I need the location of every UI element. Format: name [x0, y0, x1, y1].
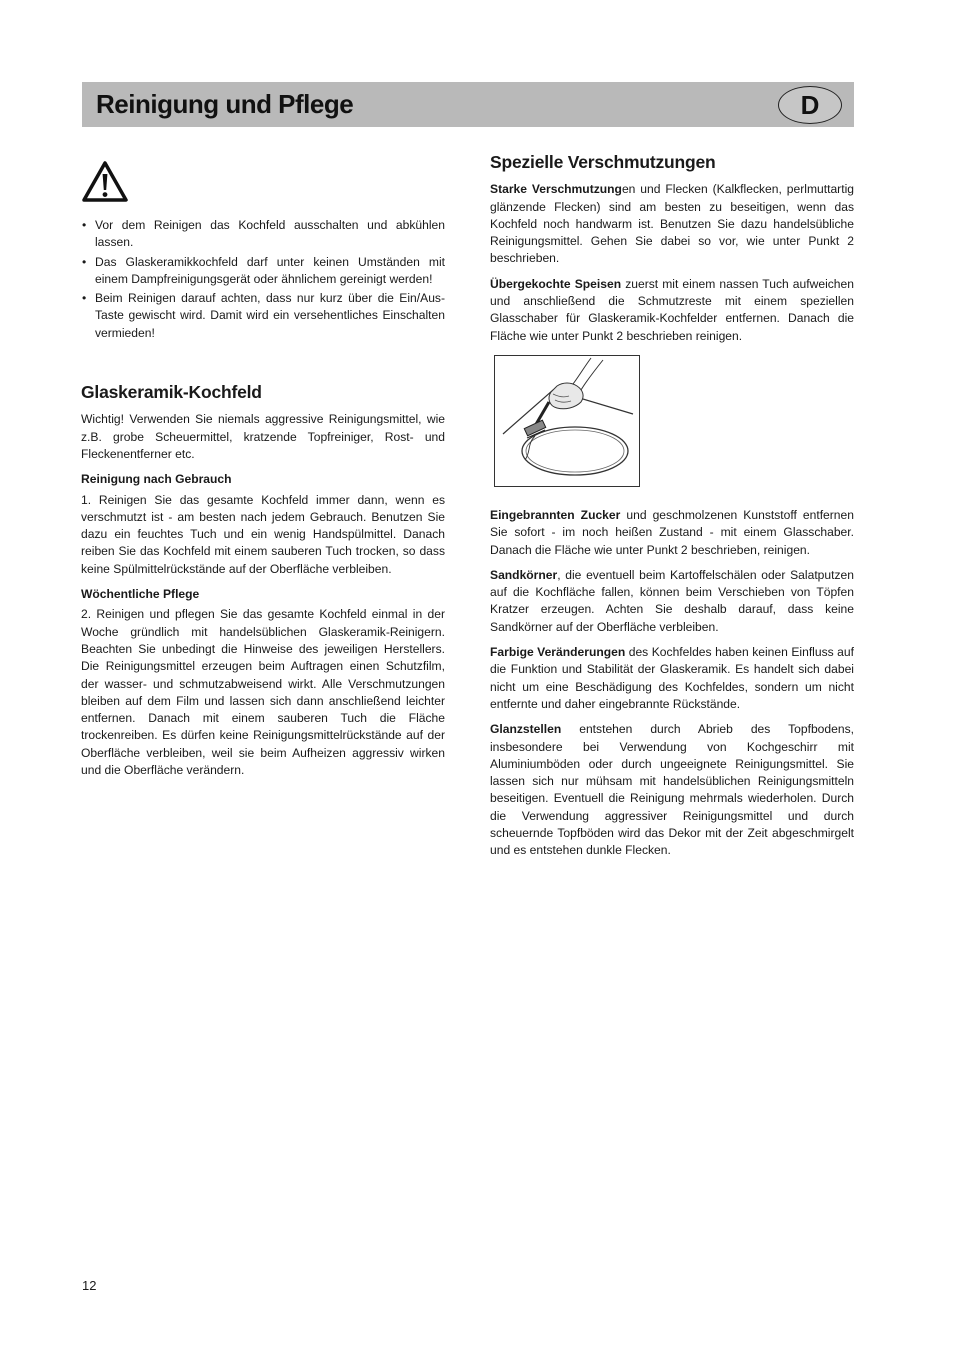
text-sand: , die eventuell beim Kartoffelschälen oder Salatputzen auf die Kochfläche fallen, können beim Verschieben von Töpfen Kratzer erzeugen. Achten Sie deshalb darauf, dass keine Sandkörner auf der Oberfläche verbleiben. — [490, 567, 854, 634]
warning-item: • Das Glaskeramikkochfeld darf unter keinen Umständen mit einem Dampfreinigungsgerät oder ähnlichem gereinigt werden! — [81, 254, 445, 289]
right-column — [490, 154, 854, 868]
paragraph-sand — [490, 567, 854, 636]
header-bar — [82, 82, 854, 127]
text-boiled-over: zuerst mit einem nassen Tuch aufweichen und anschließend die Schmutzreste mit einem speziellen Glasschaber für Glaskeramik-Kochfelder entfernen. Danach die Fläche wie unter Punkt 2 beschrieben reinigen. — [490, 276, 854, 343]
page-title: Reinigung und Pflege — [96, 89, 354, 119]
paragraph-boiled-over — [490, 276, 854, 345]
warning-list — [81, 217, 445, 342]
warning-item: • Vor dem Reinigen das Kochfeld ausschalten und abkühlen lassen. — [81, 217, 445, 252]
paragraph-shiny-spots — [490, 721, 854, 859]
left-column — [81, 160, 445, 787]
term-burnt-sugar: Eingebrannten Zucker — [490, 507, 621, 522]
warning-item: • Beim Reinigen darauf achten, dass nur kurz über die Ein/Aus-Taste gewischt wird. Damit wird ein versehentliches Einschalten vermieden! — [81, 290, 445, 342]
text-color-changes: des Kochfeldes haben keinen Einfluss auf die Funktion und Stabilität der Glaskeramik. Es handelt sich dabei nicht um eine Beschädigung des Kochfeldes, sondern um nicht entfernte und daher eingebrannte Rückstände. — [490, 645, 854, 711]
text-shiny-spots: entstehen durch Abrieb des Topfbodens, insbesondere bei Verwendung von Kochgeschirr mit Aluminiumböden oder durch ungeeignete Reinigungsmittel. Sie lassen sich nur mühsam mit handelsüblichen Reinigungsmitteln beseitigen. Eventuell die Reinigung mehrmals wiederholen. Durch die Verwendung aggressiver Reinigungsmittel und durch scheuernde Topfböden wird das Dekor mit der Zeit abgeschmirgelt und es entstehen dunkle Flecken. — [490, 722, 854, 858]
term-sand: Sandkörner — [490, 567, 558, 582]
text-heavy-dirt: en und Flecken (Kalkflecken, perlmuttartig glänzende Flecken) sind am besten zu beseitigen, wenn das Kochfeld noch handwarm ist. Benutzen Sie dazu handelsübliche Reinigungsmittel. Gehen Sie dabei so vor, wie unter Punkt 2 beschrieben. — [490, 182, 854, 266]
subheading-after-use: Reinigung nach Gebrauch — [81, 472, 232, 487]
section-title-glaskeramik: Glaskeramik-Kochfeld — [81, 382, 262, 403]
paragraph-burnt-sugar — [490, 507, 854, 559]
subheading-weekly-care: Wöchentliche Pflege — [81, 587, 200, 602]
language-badge: D — [778, 86, 842, 124]
paragraph-heavy-dirt — [490, 181, 854, 267]
warning-icon — [81, 160, 129, 204]
paragraph-color-changes — [490, 644, 854, 713]
term-color-changes: Farbige Veränderungen — [490, 645, 626, 660]
text-burnt-sugar: und geschmolzenen Kunststoff entfernen Sie sofort - im noch heißen Zustand - mit einem Glasschaber. Danach die Fläche wie unter Punkt 2 beschrieben, reinigen. — [490, 507, 854, 557]
page-number: 12 — [82, 1278, 97, 1293]
intro-text: Wichtig! Verwenden Sie niemals aggressive Reinigungsmittel, wie z.B. grobe Scheuermittel, kratzende Topfreiniger, Rost- und Fleckenentferner etc. — [81, 412, 445, 461]
term-boiled-over: Übergekochte Speisen — [490, 276, 622, 291]
term-heavy-dirt: Starke Verschmutzung — [490, 182, 622, 197]
weekly-care-text: 2. Reinigen und pflegen Sie das gesamte Kochfeld einmal in der Woche gründlich mit handelsüblichen Glaskeramik-Reinigern. Beachten Sie unbedingt die Hinweise des jeweiligen Herstellers. Die Reinigungsmittel erzeugen beim Auftragen einen Schutzfilm, der wasser- und schmutzabweisend wirkt. Alle Verschmutzungen bleiben auf dem Film und lassen sich dann anschließend leichter entfernen. Danach mit einem sauberen Tuch die Fläche trockenreiben. Es dürfen keine Reinigungsmittelrückstände auf der Oberfläche verbleiben, weil sie beim Aufheizen aggressiv wirken und die Oberfläche verändern. — [81, 607, 445, 778]
after-use-text: 1. Reinigen Sie das gesamte Kochfeld immer dann, wenn es verschmutzt ist - am besten nach jedem Gebrauch. Benutzen Sie dazu ein feuchtes Tuch und ein wenig Handspülmittel. Danach reiben Sie das Kochfeld mit einem sauberen Tuch trocken, so dass keine Spülmittelrückstände auf der Oberfläche verbleiben. — [81, 492, 445, 576]
section-title-special-dirt: Spezielle Verschmutzungen — [490, 152, 716, 172]
term-shiny-spots: Glanzstellen — [490, 722, 562, 737]
scraper-illustration — [494, 355, 640, 487]
